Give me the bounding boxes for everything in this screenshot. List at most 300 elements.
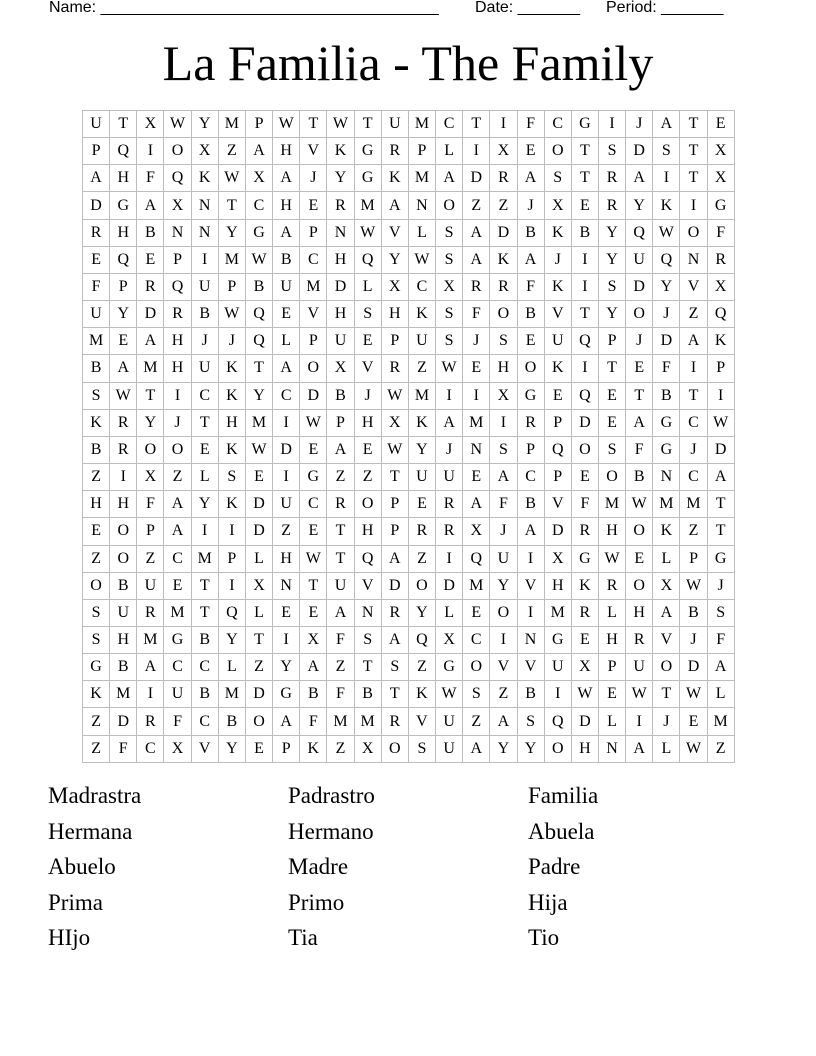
grid-letter: K (83, 410, 110, 437)
grid-letter: W (246, 247, 273, 274)
grid-letter: K (409, 681, 436, 708)
date-field-label: Date: _______ (475, 0, 580, 16)
grid-letter: E (83, 247, 110, 274)
grid-letter: C (192, 383, 219, 410)
grid-letter: J (436, 437, 463, 464)
grid-letter: R (436, 491, 463, 518)
grid-letter: J (653, 708, 680, 735)
grid-letter: C (518, 464, 545, 491)
grid-letter: B (518, 491, 545, 518)
grid-letter: O (490, 301, 517, 328)
grid-letter: N (192, 220, 219, 247)
grid-letter: L (653, 546, 680, 573)
grid-letter: I (164, 383, 191, 410)
grid-letter: W (436, 355, 463, 382)
grid-letter: J (192, 328, 219, 355)
grid-letter: Q (545, 708, 572, 735)
grid-letter: T (246, 627, 273, 654)
grid-letter: R (599, 573, 626, 600)
grid-letter: P (219, 546, 246, 573)
grid-letter: O (599, 464, 626, 491)
grid-letter: C (164, 654, 191, 681)
grid-letter: M (355, 192, 382, 219)
grid-letter: H (382, 301, 409, 328)
grid-letter: R (164, 301, 191, 328)
grid-letter: B (137, 220, 164, 247)
grid-letter: P (518, 437, 545, 464)
grid-letter: I (463, 138, 490, 165)
grid-letter: A (436, 410, 463, 437)
grid-letter: T (192, 410, 219, 437)
grid-letter: Y (219, 627, 246, 654)
grid-letter: G (164, 627, 191, 654)
grid-letter: O (626, 301, 653, 328)
grid-letter: O (653, 654, 680, 681)
word-bank-item: Madrastra (48, 783, 142, 808)
grid-letter: F (327, 681, 354, 708)
grid-letter: M (327, 708, 354, 735)
grid-letter: B (110, 573, 137, 600)
grid-letter: I (219, 518, 246, 545)
grid-letter: F (572, 491, 599, 518)
grid-letter: P (273, 736, 300, 763)
grid-letter: R (708, 247, 735, 274)
grid-letter: X (137, 111, 164, 138)
grid-letter: D (545, 518, 572, 545)
grid-letter: A (463, 247, 490, 274)
grid-letter: F (110, 736, 137, 763)
grid-letter: Q (110, 138, 137, 165)
grid-letter: T (708, 518, 735, 545)
grid-letter: H (164, 328, 191, 355)
grid-letter: S (409, 736, 436, 763)
grid-letter: H (327, 247, 354, 274)
grid-letter: E (137, 247, 164, 274)
grid-letter: G (246, 220, 273, 247)
grid-letter: T (382, 681, 409, 708)
grid-letter: O (518, 355, 545, 382)
grid-letter: O (436, 192, 463, 219)
grid-letter: C (545, 111, 572, 138)
grid-letter: S (436, 220, 463, 247)
grid-letter: M (599, 491, 626, 518)
grid-letter: I (273, 464, 300, 491)
grid-letter: A (137, 328, 164, 355)
grid-letter: U (545, 328, 572, 355)
grid-letter: L (246, 600, 273, 627)
grid-letter: Y (137, 410, 164, 437)
grid-letter: T (192, 573, 219, 600)
grid-letter: Y (219, 736, 246, 763)
grid-letter: E (545, 383, 572, 410)
grid-letter: C (680, 410, 707, 437)
grid-letter: O (409, 573, 436, 600)
grid-letter: D (246, 491, 273, 518)
grid-letter: R (382, 708, 409, 735)
grid-letter: Q (626, 220, 653, 247)
grid-letter: W (382, 437, 409, 464)
grid-letter: X (382, 274, 409, 301)
grid-letter: W (626, 491, 653, 518)
grid-letter: I (490, 627, 517, 654)
grid-letter: P (246, 111, 273, 138)
grid-letter: M (463, 410, 490, 437)
word-bank-item: Padre (528, 854, 581, 879)
word-bank-item: Hermana (48, 818, 133, 844)
grid-letter: T (680, 138, 707, 165)
grid-letter: Y (382, 247, 409, 274)
grid-letter: W (680, 573, 707, 600)
grid-letter: Q (653, 247, 680, 274)
grid-letter: A (518, 518, 545, 545)
grid-letter: C (409, 274, 436, 301)
grid-letter: D (300, 383, 327, 410)
page-title: La Familia - The Family (162, 35, 654, 91)
grid-letter: T (246, 355, 273, 382)
grid-letter: R (626, 627, 653, 654)
grid-letter: P (327, 410, 354, 437)
grid-letter: U (164, 681, 191, 708)
grid-letter: F (164, 708, 191, 735)
grid-letter: R (327, 491, 354, 518)
grid-letter: I (680, 192, 707, 219)
grid-letter: Q (164, 274, 191, 301)
grid-letter: Z (680, 301, 707, 328)
grid-letter: X (246, 165, 273, 192)
grid-letter: I (463, 383, 490, 410)
grid-letter: E (599, 383, 626, 410)
grid-letter: T (572, 165, 599, 192)
grid-letter: D (572, 410, 599, 437)
grid-letter: F (708, 627, 735, 654)
grid-letter: D (626, 138, 653, 165)
grid-letter: W (626, 681, 653, 708)
grid-letter: Y (409, 600, 436, 627)
grid-letter: P (164, 247, 191, 274)
grid-letter: Z (327, 464, 354, 491)
grid-letter: H (355, 518, 382, 545)
word-bank (48, 780, 768, 958)
grid-letter: Z (137, 546, 164, 573)
grid-letter: Z (83, 546, 110, 573)
grid-letter: X (490, 383, 517, 410)
grid-letter: Z (463, 192, 490, 219)
grid-letter: M (110, 681, 137, 708)
grid-letter: D (327, 274, 354, 301)
grid-letter: I (490, 111, 517, 138)
grid-letter: O (626, 573, 653, 600)
word-bank-item: Familia (528, 783, 599, 808)
grid-letter: L (599, 600, 626, 627)
grid-letter: E (300, 600, 327, 627)
grid-letter: A (463, 220, 490, 247)
grid-letter: W (273, 111, 300, 138)
grid-letter: X (463, 518, 490, 545)
grid-letter: R (327, 192, 354, 219)
grid-letter: R (599, 165, 626, 192)
grid-letter: R (572, 518, 599, 545)
grid-letter: S (463, 681, 490, 708)
grid-letter: J (708, 573, 735, 600)
grid-letter: K (545, 355, 572, 382)
grid-letter: S (436, 301, 463, 328)
grid-letter: E (300, 437, 327, 464)
grid-letter: Y (626, 192, 653, 219)
grid-letter: T (572, 301, 599, 328)
grid-letter: Z (327, 736, 354, 763)
grid-letter: S (219, 464, 246, 491)
grid-letter: G (83, 654, 110, 681)
grid-letter: A (382, 192, 409, 219)
grid-letter: E (626, 546, 653, 573)
grid-letter: S (490, 328, 517, 355)
grid-letter: U (110, 600, 137, 627)
grid-letter: K (382, 165, 409, 192)
grid-letter: J (164, 410, 191, 437)
grid-letter: O (545, 138, 572, 165)
grid-letter: M (246, 410, 273, 437)
grid-letter: E (246, 464, 273, 491)
grid-letter: O (137, 437, 164, 464)
grid-letter: Q (246, 301, 273, 328)
grid-letter: A (273, 220, 300, 247)
grid-letter: W (708, 410, 735, 437)
grid-letter: I (626, 708, 653, 735)
word-bank-item: Tio (528, 925, 560, 950)
grid-letter: B (572, 220, 599, 247)
grid-letter: E (409, 491, 436, 518)
grid-letter: D (680, 654, 707, 681)
grid-letter: P (382, 518, 409, 545)
grid-letter: U (273, 491, 300, 518)
grid-letter: X (708, 138, 735, 165)
grid-letter: T (463, 111, 490, 138)
grid-letter: C (300, 247, 327, 274)
grid-letter: E (83, 518, 110, 545)
grid-letter: O (382, 736, 409, 763)
grid-letter: Q (355, 247, 382, 274)
grid-letter: X (708, 274, 735, 301)
grid-letter: S (355, 301, 382, 328)
grid-letter: E (192, 437, 219, 464)
grid-letter: G (653, 410, 680, 437)
grid-letter: J (680, 627, 707, 654)
grid-letter: O (110, 546, 137, 573)
grid-letter: Y (490, 736, 517, 763)
grid-letter: A (463, 491, 490, 518)
grid-letter: S (708, 600, 735, 627)
grid-letter: M (137, 355, 164, 382)
grid-letter: K (572, 573, 599, 600)
grid-letter: R (382, 138, 409, 165)
grid-letter: X (708, 165, 735, 192)
grid-letter: A (137, 654, 164, 681)
grid-letter: R (83, 220, 110, 247)
grid-letter: S (653, 138, 680, 165)
grid-letter: L (355, 274, 382, 301)
grid-letter: V (545, 491, 572, 518)
grid-letter: T (300, 111, 327, 138)
grid-letter: I (653, 165, 680, 192)
grid-letter: W (164, 111, 191, 138)
grid-letter: K (490, 247, 517, 274)
grid-letter: X (572, 654, 599, 681)
grid-letter: H (83, 491, 110, 518)
grid-letter: E (110, 328, 137, 355)
grid-letter: H (110, 165, 137, 192)
grid-letter: H (599, 518, 626, 545)
grid-letter: R (572, 600, 599, 627)
grid-letter: I (436, 383, 463, 410)
grid-letter: W (680, 736, 707, 763)
grid-letter: T (327, 518, 354, 545)
grid-letter: W (680, 681, 707, 708)
grid-letter: E (164, 573, 191, 600)
grid-letter: P (300, 328, 327, 355)
grid-letter: K (409, 410, 436, 437)
grid-letter: Y (219, 220, 246, 247)
grid-letter: D (626, 274, 653, 301)
grid-letter: M (409, 165, 436, 192)
grid-letter: S (382, 654, 409, 681)
grid-letter: M (355, 708, 382, 735)
grid-letter: S (545, 165, 572, 192)
grid-letter: T (382, 464, 409, 491)
grid-letter: I (599, 111, 626, 138)
grid-letter: E (300, 192, 327, 219)
grid-letter: Q (572, 383, 599, 410)
grid-letter: H (273, 192, 300, 219)
word-bank-item: Hermano (288, 818, 374, 844)
grid-letter: Z (409, 355, 436, 382)
grid-letter: I (680, 355, 707, 382)
grid-letter: W (219, 165, 246, 192)
grid-letter: P (110, 274, 137, 301)
grid-letter: A (463, 736, 490, 763)
grid-letter: V (653, 627, 680, 654)
name-field-label: Name: ______________________________________ (49, 0, 439, 16)
grid-letter: X (545, 546, 572, 573)
grid-letter: W (382, 383, 409, 410)
grid-letter: C (463, 627, 490, 654)
grid-letter: M (219, 247, 246, 274)
grid-letter: M (219, 681, 246, 708)
grid-letter: H (572, 736, 599, 763)
grid-letter: I (708, 383, 735, 410)
grid-letter: Y (653, 274, 680, 301)
grid-letter: M (653, 491, 680, 518)
grid-letter: T (192, 600, 219, 627)
grid-letter: B (355, 681, 382, 708)
grid-letter: Z (219, 138, 246, 165)
grid-letter: Y (246, 383, 273, 410)
grid-letter: B (219, 708, 246, 735)
grid-letter: L (273, 328, 300, 355)
grid-letter: F (327, 627, 354, 654)
grid-letter: P (545, 410, 572, 437)
grid-letter: A (436, 165, 463, 192)
grid-letter: V (300, 138, 327, 165)
grid-letter: M (545, 600, 572, 627)
grid-letter: P (382, 328, 409, 355)
grid-letter: U (137, 573, 164, 600)
grid-letter: Z (246, 654, 273, 681)
grid-letter: B (626, 464, 653, 491)
grid-letter: P (599, 328, 626, 355)
grid-letter: V (355, 573, 382, 600)
grid-letter: E (680, 708, 707, 735)
word-bank-item: Hija (528, 889, 568, 915)
grid-letter: G (355, 138, 382, 165)
grid-letter: H (355, 410, 382, 437)
grid-letter: D (273, 437, 300, 464)
grid-letter: J (626, 328, 653, 355)
grid-letter: E (300, 518, 327, 545)
grid-letter: B (327, 383, 354, 410)
grid-letter: C (436, 111, 463, 138)
grid-letter: L (436, 138, 463, 165)
grid-letter: N (327, 220, 354, 247)
grid-letter: X (436, 274, 463, 301)
grid-letter: M (708, 708, 735, 735)
grid-letter: O (572, 437, 599, 464)
grid-letter: X (490, 138, 517, 165)
grid-letter: G (545, 627, 572, 654)
grid-letter: D (572, 708, 599, 735)
grid-letter: G (273, 681, 300, 708)
grid-letter: U (83, 111, 110, 138)
grid-letter: D (137, 301, 164, 328)
grid-letter: U (409, 464, 436, 491)
grid-letter: B (192, 301, 219, 328)
grid-letter: E (273, 600, 300, 627)
grid-letter: X (653, 573, 680, 600)
grid-letter: M (300, 274, 327, 301)
grid-letter: S (83, 600, 110, 627)
grid-letter: F (83, 274, 110, 301)
grid-letter: X (192, 138, 219, 165)
grid-letter: G (110, 192, 137, 219)
grid-letter: M (83, 328, 110, 355)
grid-letter: S (599, 274, 626, 301)
grid-letter: A (626, 410, 653, 437)
word-bank-item: Abuela (528, 818, 595, 844)
grid-letter: X (327, 355, 354, 382)
grid-letter: E (463, 464, 490, 491)
grid-letter: T (653, 681, 680, 708)
grid-letter: E (626, 355, 653, 382)
grid-letter: T (599, 355, 626, 382)
grid-letter: B (518, 681, 545, 708)
grid-letter: R (110, 410, 137, 437)
grid-letter: A (273, 165, 300, 192)
grid-letter: U (436, 736, 463, 763)
grid-letter: N (599, 736, 626, 763)
grid-letter: I (490, 410, 517, 437)
grid-letter: K (83, 681, 110, 708)
grid-letter: C (164, 546, 191, 573)
grid-letter: I (545, 681, 572, 708)
grid-letter: Y (327, 165, 354, 192)
grid-letter: X (382, 410, 409, 437)
grid-letter: R (490, 274, 517, 301)
grid-letter: U (327, 573, 354, 600)
grid-letter: P (708, 355, 735, 382)
grid-letter: I (192, 518, 219, 545)
grid-letter: A (626, 736, 653, 763)
grid-letter: E (518, 138, 545, 165)
grid-letter: X (436, 627, 463, 654)
